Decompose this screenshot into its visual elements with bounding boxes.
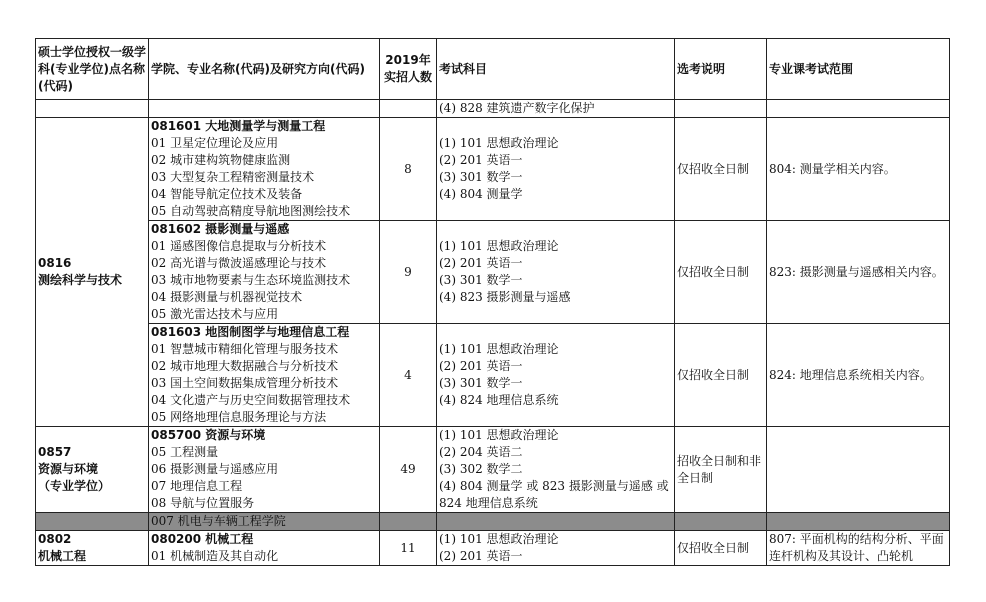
direction-item: 01 遥感图像信息提取与分析技术 [151, 239, 327, 253]
exam-subject: (2) 201 英语一 [439, 549, 523, 563]
direction-item: 04 摄影测量与机器视觉技术 [151, 290, 303, 304]
direction-item: 05 激光雷达技术与应用 [151, 307, 279, 321]
quota-value: 49 [380, 427, 437, 513]
exam-subject: (2) 201 英语一 [439, 359, 523, 373]
direction-item: 02 城市地理大数据融合与分析技术 [151, 359, 339, 373]
direction-item: 02 高光谱与微波遥感理论与技术 [151, 256, 327, 270]
major-cell [149, 324, 380, 427]
discipline-cell-0802 [36, 531, 149, 566]
quota-value: 11 [380, 531, 437, 566]
quota-value: 8 [380, 118, 437, 221]
exam-subject: (1) 101 思想政治理论 [439, 428, 559, 442]
discipline-code: 0857 [38, 445, 72, 459]
college-label: 007 机电与车辆工程学院 [149, 513, 380, 531]
direction-item: 04 文化遗产与历史空间数据管理技术 [151, 393, 351, 407]
major-row-085700 [36, 427, 950, 513]
direction-item: 03 大型复杂工程精密测量技术 [151, 170, 315, 184]
scope-cell: 804: 测量学相关内容。 [767, 118, 950, 221]
exam-subject: (4) 804 测量学 或 823 摄影测量与遥感 或 824 地理信息系统 [439, 479, 669, 510]
direction-item: 05 网络地理信息服务理论与方法 [151, 410, 327, 424]
direction-item: 07 地理信息工程 [151, 479, 243, 493]
header-notes: 选考说明 [675, 39, 767, 100]
exam-subjects-cell [437, 118, 675, 221]
discipline-code: 0816 [38, 256, 72, 270]
exam-subjects-cell [437, 324, 675, 427]
exam-subject: (3) 301 数学一 [439, 170, 523, 184]
major-cell [149, 221, 380, 324]
direction-item: 03 国土空间数据集成管理分析技术 [151, 376, 339, 390]
exam-subject: (2) 201 英语一 [439, 153, 523, 167]
scope-cell: 807: 平面机构的结构分析、平面连杆机构及其设计、凸轮机 [767, 531, 950, 566]
exam-subjects-cell [437, 427, 675, 513]
discipline-name: 资源与环境 [38, 462, 99, 476]
quota-value: 4 [380, 324, 437, 427]
direction-item: 01 机械制造及其自动化 [151, 549, 279, 563]
scope-cell [767, 427, 950, 513]
note-cell: 仅招收全日制 [675, 531, 767, 566]
major-row-081603 [36, 324, 950, 427]
college-row [36, 513, 950, 531]
admissions-table [35, 38, 950, 566]
discipline-subname: （专业学位） [38, 479, 111, 493]
exam-subject: (2) 204 英语二 [439, 445, 523, 459]
major-title: 081601 大地测量学与测量工程 [151, 119, 326, 133]
exam-subject: (1) 101 思想政治理论 [439, 136, 559, 150]
note-cell: 仅招收全日制 [675, 221, 767, 324]
major-row-080200 [36, 531, 950, 566]
note-cell: 仅招收全日制 [675, 118, 767, 221]
major-row-081601 [36, 118, 950, 221]
major-cell [149, 427, 380, 513]
direction-item: 01 卫星定位理论及应用 [151, 136, 279, 150]
quota-value: 9 [380, 221, 437, 324]
note-cell: 招收全日制和非全日制 [675, 427, 767, 513]
discipline-cell-0857 [36, 427, 149, 513]
direction-item: 04 智能导航定位技术及装备 [151, 187, 303, 201]
major-title: 085700 资源与环境 [151, 428, 266, 442]
exam-subject-cont: (4) 828 建筑遗产数字化保护 [437, 100, 675, 118]
major-cell [149, 118, 380, 221]
exam-subject: (3) 302 数学二 [439, 462, 523, 476]
direction-item: 08 导航与位置服务 [151, 496, 255, 510]
header-quota: 2019年实招人数 [380, 39, 437, 100]
major-title: 080200 机械工程 [151, 532, 254, 546]
discipline-code: 0802 [38, 532, 72, 546]
exam-subject: (1) 101 思想政治理论 [439, 239, 559, 253]
direction-item: 06 摄影测量与遥感应用 [151, 462, 279, 476]
discipline-name: 机械工程 [38, 549, 87, 563]
scope-cell: 824: 地理信息系统相关内容。 [767, 324, 950, 427]
continuation-row [36, 100, 950, 118]
exam-subject: (4) 823 摄影测量与遥感 [439, 290, 571, 304]
direction-item: 05 自动驾驶高精度导航地图测绘技术 [151, 204, 351, 218]
direction-item: 02 城市建构筑物健康监测 [151, 153, 291, 167]
exam-subjects-cell [437, 531, 675, 566]
exam-subject: (1) 101 思想政治理论 [439, 532, 559, 546]
discipline-name: 测绘科学与技术 [38, 273, 123, 287]
scope-cell: 823: 摄影测量与遥感相关内容。 [767, 221, 950, 324]
major-row-081602 [36, 221, 950, 324]
header-scope: 专业课考试范围 [767, 39, 950, 100]
exam-subject: (1) 101 思想政治理论 [439, 342, 559, 356]
exam-subjects-cell [437, 221, 675, 324]
exam-subject: (3) 301 数学一 [439, 376, 523, 390]
exam-subject: (4) 824 地理信息系统 [439, 393, 559, 407]
note-cell: 仅招收全日制 [675, 324, 767, 427]
exam-subject: (4) 804 测量学 [439, 187, 523, 201]
direction-item: 03 城市地物要素与生态环境监测技术 [151, 273, 351, 287]
direction-item: 05 工程测量 [151, 445, 219, 459]
direction-item: 01 智慧城市精细化管理与服务技术 [151, 342, 339, 356]
discipline-cell-0816 [36, 118, 149, 427]
header-row [36, 39, 950, 100]
header-discipline: 硕士学位授权一级学科(专业学位)点名称(代码) [36, 39, 149, 100]
exam-subject: (2) 201 英语一 [439, 256, 523, 270]
header-exam-subjects: 考试科目 [437, 39, 675, 100]
major-title: 081603 地图制图学与地理信息工程 [151, 325, 350, 339]
major-title: 081602 摄影测量与遥感 [151, 222, 290, 236]
header-school-major: 学院、专业名称(代码)及研究方向(代码) [149, 39, 380, 100]
major-cell [149, 531, 380, 566]
exam-subject: (3) 301 数学一 [439, 273, 523, 287]
